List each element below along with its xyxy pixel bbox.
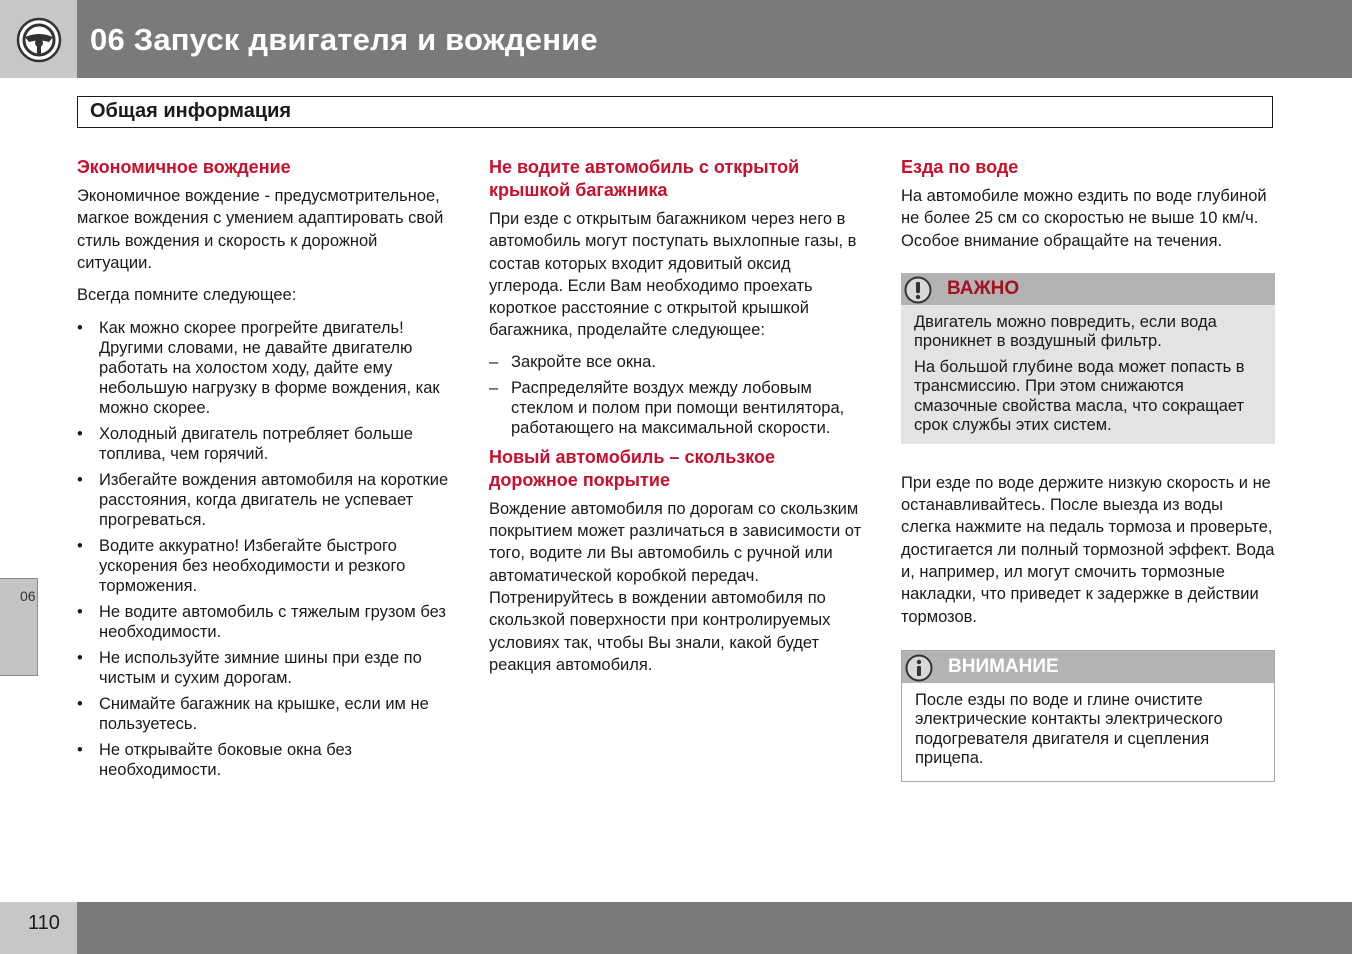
heading-economical-driving: Экономичное вождение <box>77 157 291 177</box>
list-item: – Закройте все окна. <box>489 352 864 372</box>
important-callout-header <box>901 273 1275 305</box>
list-item: • Снимайте багажник на крышке, если им не пользуетесь. <box>77 694 452 734</box>
callout-text: После езды по воде и глине очистите электрические контакты электрического подогревателя двигателя и сцепления прицепа. <box>915 690 1223 768</box>
paragraph: При езде с открытым багажником через него в автомобиль могут поступать выхлопные газы, в состав которых входит ядовитый оксид углерода. Если Вам необходимо проехать короткое расстояние с открытой крышкой багажника, проделайте следующее: <box>489 210 857 340</box>
list-item: – Распределяйте воздух между лобовым стеклом и полом при помощи вентилятора, работающего на максимальной скорости. <box>489 378 864 438</box>
footer-bar <box>0 902 1352 954</box>
column-right <box>901 156 1276 800</box>
column-middle <box>489 156 864 686</box>
exclamation-icon <box>904 276 932 304</box>
dash-list <box>489 352 864 438</box>
attention-callout <box>901 650 1275 782</box>
paragraph: Всегда помните следующее: <box>77 286 297 305</box>
section-title-box <box>77 96 1273 128</box>
list-item: • Как можно скорее прогрейте двигатель! Другими словами, не давайте двигателю работать на холостом ходу, дайте ему небольшую нагрузку в форме вождения, как можно скорее. <box>77 318 452 418</box>
list-item: • Водите аккуратно! Избегайте быстрого ускорения без необходимости и резкого торможения. <box>77 536 452 596</box>
chapter-side-tab <box>0 578 38 676</box>
page-number: 110 <box>28 912 60 934</box>
chapter-title: 06 Запуск двигателя и вождение <box>90 22 598 57</box>
column-left <box>77 156 452 786</box>
paragraph: Вождение автомобиля по дорогам со скользким покрытием может различаться в зависимости от того, водите ли Вы автомобиль с ручной или автоматической коробкой передач. Потренируйтесь в вождении автомобиля по скользкой поверхности при контролируемых условиях так, чтобы Вы знали, какой будет реакция автомобиля. <box>489 499 862 674</box>
paragraph: На автомобиле можно ездить по воде глубиной не более 25 см со скоростью не выше 10 км/ч. Особое внимание обращайте на течения. <box>901 187 1267 250</box>
list-item: • Не открывайте боковые окна без необходимости. <box>77 740 452 780</box>
important-callout-body <box>901 305 1275 444</box>
info-icon <box>905 654 933 682</box>
paragraph: При езде по воде держите низкую скорость и не останавливайтесь. После выезда из воды слегка нажмите на педаль тормоза и проверьте, достигается ли полный тормозной эффект. Вода и, например, ил могут смочить тормозные накладки, что приведет к задержке в действии тормозов. <box>901 473 1275 626</box>
heading-slippery-road: Новый автомобиль – скользкое дорожное покрытие <box>489 446 775 490</box>
list-item: • Холодный двигатель потребляет больше топлива, чем горячий. <box>77 424 452 464</box>
callout-text: Двигатель можно повредить, если вода проникнет в воздушный фильтр. <box>914 312 1217 351</box>
heading-open-tailgate: Не водите автомобиль с открытой крышкой багажника <box>489 157 800 200</box>
heading-driving-through-water: Езда по воде <box>901 157 1019 177</box>
attention-label: ВНИМАНИЕ <box>948 655 1059 677</box>
header-icon-box <box>0 0 77 78</box>
bullet-list <box>77 318 452 780</box>
chapter-side-tab-label: 06 <box>20 588 36 604</box>
attention-callout-body <box>902 683 1274 781</box>
important-callout <box>901 273 1275 444</box>
callout-text: На большой глубине вода может попасть в трансмиссию. При этом снижаются смазочные свойства масла, что сокращает срок службы этих систем. <box>914 357 1245 435</box>
section-title: Общая информация <box>90 100 292 122</box>
attention-callout-header <box>902 651 1274 683</box>
list-item: • Не используйте зимние шины при езде по чистым и сухим дорогам. <box>77 648 452 688</box>
list-item: • Избегайте вождения автомобиля на короткие расстояния, когда двигатель не успевает прогреваться. <box>77 470 452 530</box>
important-label: ВАЖНО <box>947 277 1020 299</box>
paragraph: Экономичное вождение - предусмотрительное, магкое вождения с умением адаптировать свой стиль вождения и скорость к дорожной ситуации. <box>77 187 444 272</box>
steering-wheel-icon <box>16 17 62 63</box>
list-item: • Не водите автомобиль с тяжелым грузом без необходимости. <box>77 602 452 642</box>
